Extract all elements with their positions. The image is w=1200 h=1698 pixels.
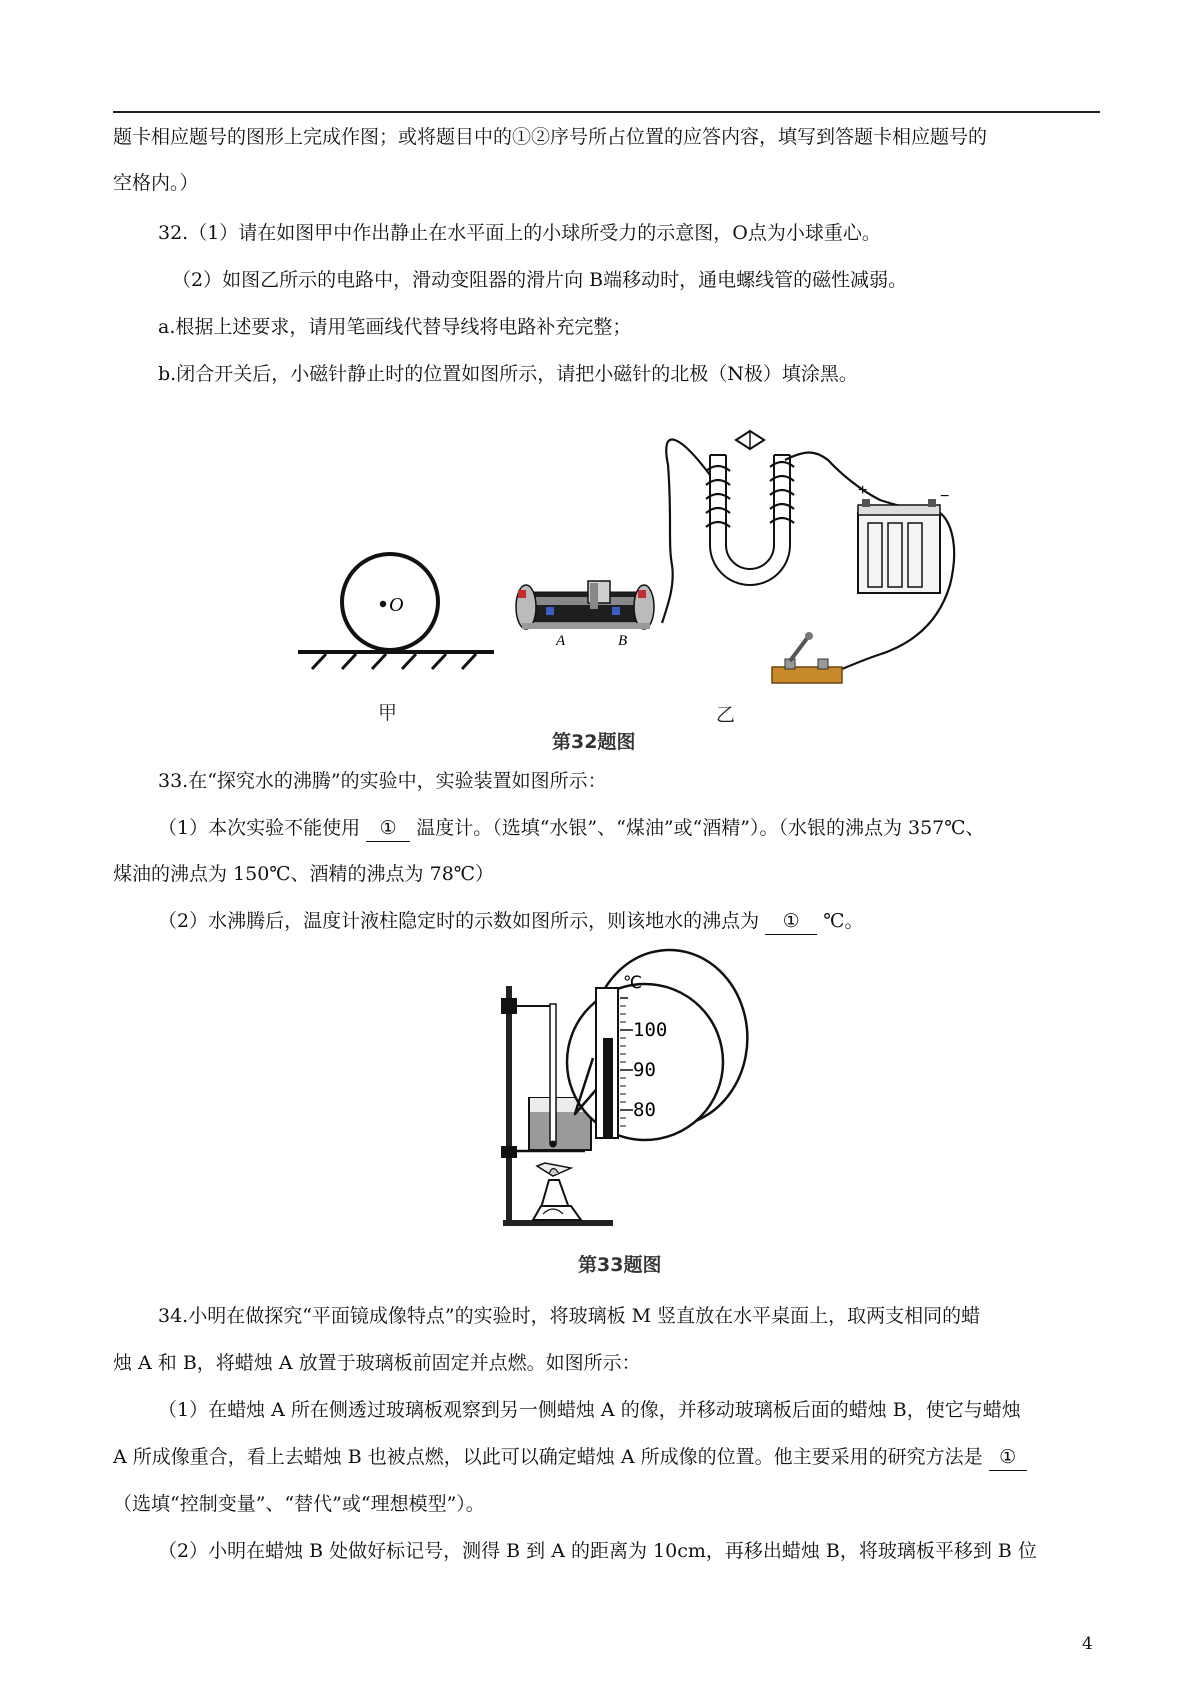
compass-needle: [736, 431, 764, 449]
q33-part2-post: ℃。: [823, 910, 864, 932]
q33-blank2[interactable]: ①: [765, 908, 817, 935]
center-point-dot: [380, 601, 386, 607]
figure-label-jia: 甲: [378, 702, 398, 724]
tick-label-100: 100: [633, 1019, 668, 1041]
q33-part1-pre: （1）本次实验不能使用: [158, 817, 361, 839]
thermometer: [550, 1004, 556, 1144]
q33-part2: [158, 908, 863, 935]
figure-label-yi: 乙: [716, 704, 736, 726]
q34-line3: （1）在蜡烛 A 所在侧透过玻璃板观察到另一侧蜡烛 A 的像，并移动玻璃板后面的蜡烛 B，使它与蜡烛: [158, 1399, 1021, 1421]
q33-blank1[interactable]: ①: [366, 815, 410, 842]
thermometer-unit: ℃: [623, 973, 643, 993]
q34-line5: （选填“控制变量”、“替代”或“理想模型”）。: [113, 1493, 485, 1515]
figure-jia: [290, 545, 500, 675]
page-number: 4: [1082, 1634, 1093, 1654]
q33-part1-line2: 煤油的沸点为 150℃、酒精的沸点为 78℃）: [113, 863, 495, 885]
q33-part1-post: 温度计。（选填“水银”、“煤油”或“酒精”）。（水银的沸点为 357℃、: [416, 817, 985, 839]
tick-label-90: 90: [633, 1059, 656, 1081]
ring-clamp: [501, 1146, 517, 1158]
header-continuation-line2: 空格内。）: [113, 172, 199, 194]
figure-yi: [540, 405, 960, 705]
q32-part-b: b.闭合开关后，小磁针静止时的位置如图所示，请把小磁针的北极（N极）填涂黑。: [158, 363, 858, 385]
knife-switch: [772, 632, 842, 683]
battery-plus-label: +: [858, 482, 868, 499]
stand-rod: [506, 986, 512, 1222]
q33-part2-pre: （2）水沸腾后，温度计液柱隐定时的示数如图所示，则该地水的沸点为: [158, 910, 760, 932]
q34-line1: 34.小明在做探究“平面镜成像特点”的实验时，将玻璃板 M 竖直放在水平桌面上，取两支相同的蜡: [158, 1305, 981, 1327]
point-o-label: O: [389, 594, 404, 616]
q32-part-a: a.根据上述要求，请用笔画线代替导线将电路补充完整；: [158, 316, 632, 338]
header-continuation-line1: 题卡相应题号的图形上完成作图；或将题目中的①②序号所占位置的应答内容，填写到答题卡相应题号的: [113, 126, 988, 148]
sliding-rheostat: [516, 581, 654, 629]
q34-line6: （2）小明在蜡烛 B 处做好标记号，测得 B 到 A 的距离为 10cm，再移出蜡烛 B，将玻璃板平移到 B 位: [158, 1540, 1037, 1562]
figure32-caption: 第32题图: [552, 731, 636, 753]
wire-coil-to-battery: [785, 453, 918, 510]
wire-coil-to-rheostat: [662, 440, 710, 623]
q34-line4: [113, 1444, 1027, 1471]
alcohol-lamp: [533, 1163, 581, 1220]
q32-part2: （2）如图乙所示的电路中，滑动变阻器的滑片向 B端移动时，通电螺线管的磁性减弱。: [172, 269, 908, 291]
q34-line4-text: A 所成像重合，看上去蜡烛 B 也被点燃，以此可以确定蜡烛 A 所成像的位置。他主要采用的研究方法是: [113, 1446, 983, 1468]
battery-minus-label: −: [940, 488, 950, 505]
rheostat-label-a: A: [556, 633, 566, 649]
q33-intro: 33.在“探究水的沸腾”的实验中，实验装置如图所示：: [158, 770, 607, 792]
battery: [858, 499, 940, 593]
magnified-view-bubble: [567, 950, 747, 1140]
figure33-caption: 第33题图: [578, 1254, 662, 1276]
q32-part1: 32.（1）请在如图甲中作出静止在水平面上的小球所受力的示意图，O点为小球重心。: [158, 222, 881, 244]
q34-line2: 烛 A 和 B，将蜡烛 A 放置于玻璃板前固定并点燃。如图所示：: [113, 1352, 641, 1374]
figure-33: [493, 958, 723, 1243]
q34-blank1[interactable]: ①: [989, 1444, 1027, 1471]
upper-clamp: [501, 998, 517, 1014]
ground-hatching: [312, 654, 476, 669]
u-shaped-core: [710, 455, 790, 585]
rheostat-label-b: B: [618, 633, 628, 649]
tick-label-80: 80: [633, 1099, 656, 1121]
q33-part1-line1: [158, 815, 985, 842]
header-rule: [113, 111, 1100, 113]
